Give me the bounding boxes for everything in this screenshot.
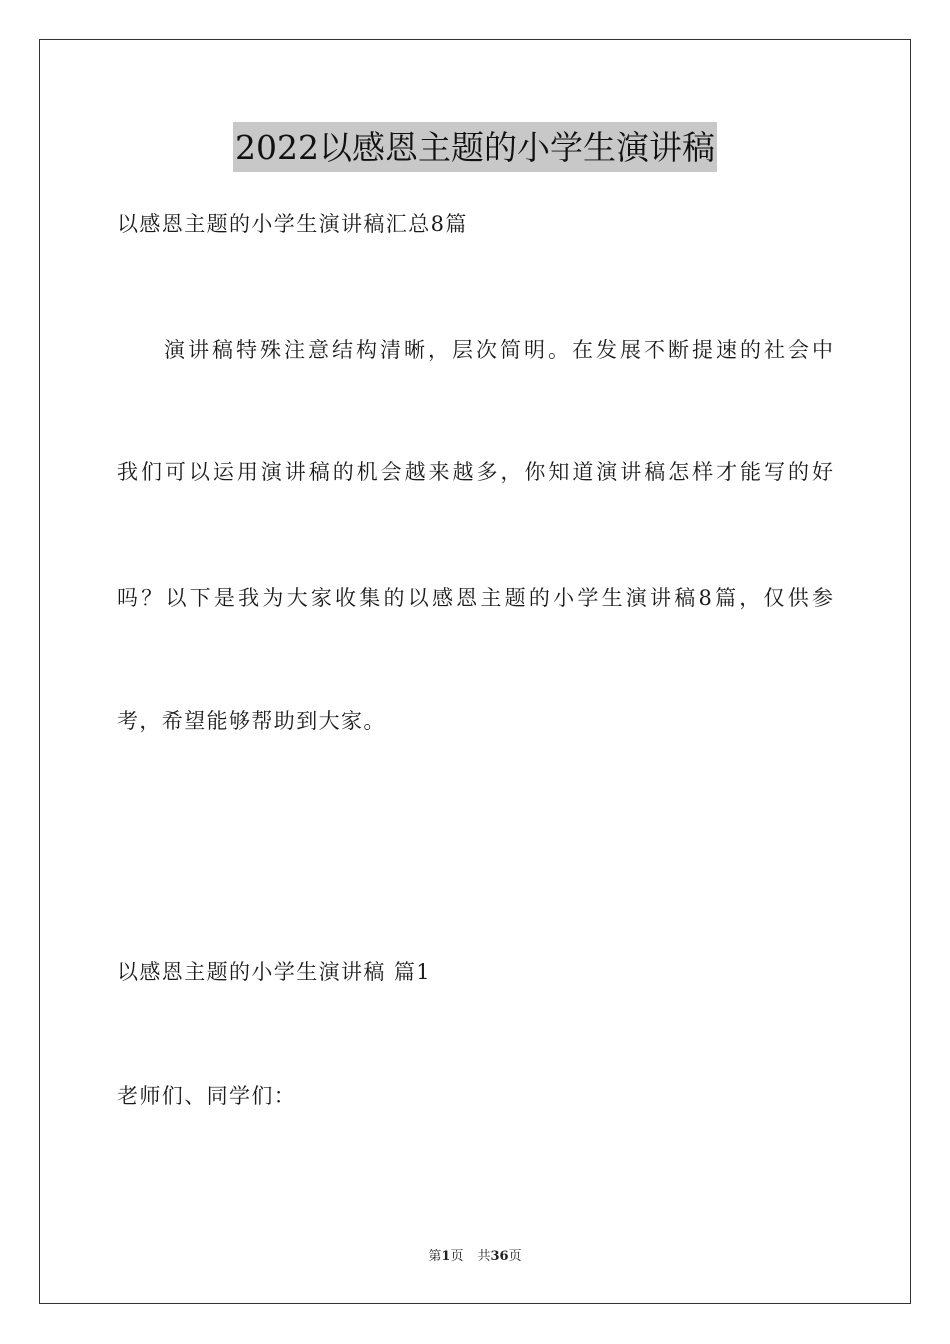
page-suffix: 页 bbox=[450, 1249, 464, 1264]
salutation: 老师们、同学们： bbox=[117, 1084, 297, 1108]
title-container bbox=[0, 122, 950, 172]
page-number: 1 bbox=[441, 1249, 451, 1264]
document-subtitle: 以感恩主题的小学生演讲稿汇总8篇 bbox=[117, 212, 468, 236]
total-pages: 36 bbox=[490, 1249, 509, 1264]
total-suffix: 页 bbox=[508, 1249, 522, 1264]
page-prefix: 第 bbox=[428, 1249, 442, 1264]
intro-line-3: 吗？以下是我为大家收集的以感恩主题的小学生演讲稿8篇，仅供参 bbox=[117, 586, 833, 610]
intro-line-2: 我们可以运用演讲稿的机会越来越多，你知道演讲稿怎样才能写的好 bbox=[117, 460, 833, 484]
intro-line-4: 考，希望能够帮助到大家。 bbox=[117, 709, 386, 733]
intro-line-1: 演讲稿特殊注意结构清晰，层次简明。在发展不断提速的社会中 bbox=[164, 338, 833, 362]
total-prefix: 共 bbox=[477, 1249, 491, 1264]
section-heading: 以感恩主题的小学生演讲稿 篇1 bbox=[117, 960, 432, 984]
page-footer bbox=[0, 1247, 950, 1267]
document-title: 2022以感恩主题的小学生演讲稿 bbox=[233, 122, 717, 172]
